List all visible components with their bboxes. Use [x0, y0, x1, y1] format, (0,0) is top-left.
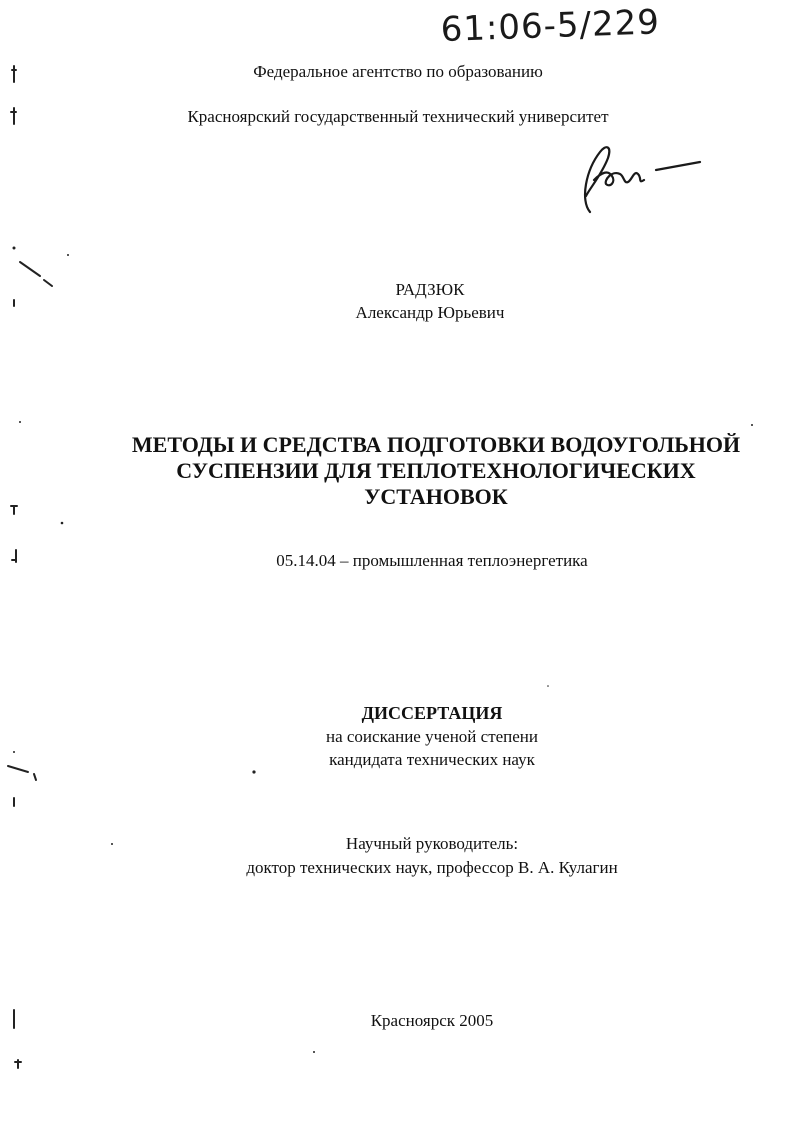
degree-line-1: на соискание ученой степени [325, 727, 539, 746]
city-year: Красноярск 2005 [370, 1011, 494, 1030]
supervisor-label: Научный руководитель: [345, 834, 519, 853]
scan-mark [11, 506, 17, 514]
university-name: Красноярский государственный технический университет [187, 107, 609, 126]
thesis-title-line-3: УСТАНОВОК [364, 484, 508, 509]
scan-dot [111, 843, 113, 845]
specialty-code: 05.14.04 – промышленная теплоэнергетика [276, 551, 588, 570]
scan-dot [13, 247, 16, 250]
scan-dot [61, 522, 64, 525]
dissertation-heading: ДИССЕРТАЦИЯ [361, 703, 503, 723]
scan-mark [8, 766, 36, 780]
thesis-title-line-1: МЕТОДЫ И СРЕДСТВА ПОДГОТОВКИ ВОДОУГОЛЬНОЙ [131, 432, 741, 457]
scan-dot [19, 421, 21, 423]
scan-dot [67, 254, 69, 256]
author-name: Александр Юрьевич [355, 303, 505, 322]
agency-name: Федеральное агентство по образованию [253, 62, 543, 81]
scan-mark [12, 550, 16, 562]
thesis-title-line-2: СУСПЕНЗИИ ДЛЯ ТЕПЛОТЕХНОЛОГИЧЕСКИХ [176, 458, 696, 483]
scan-mark [12, 66, 16, 82]
scan-dot [13, 751, 15, 753]
author-surname: РАДЗЮК [395, 280, 465, 299]
scan-mark [11, 108, 16, 124]
supervisor-name: доктор технических наук, профессор В. А. Кулагин [246, 858, 618, 877]
scan-mark [20, 262, 52, 286]
scan-dot [547, 685, 549, 687]
degree-line-2: кандидата технических наук [329, 750, 535, 769]
scan-dot [751, 424, 753, 426]
handwritten-archive-number: 61:06-5/229 [440, 2, 661, 50]
scan-mark [15, 1060, 21, 1068]
scan-dot [313, 1051, 315, 1053]
scan-dot [252, 770, 255, 773]
